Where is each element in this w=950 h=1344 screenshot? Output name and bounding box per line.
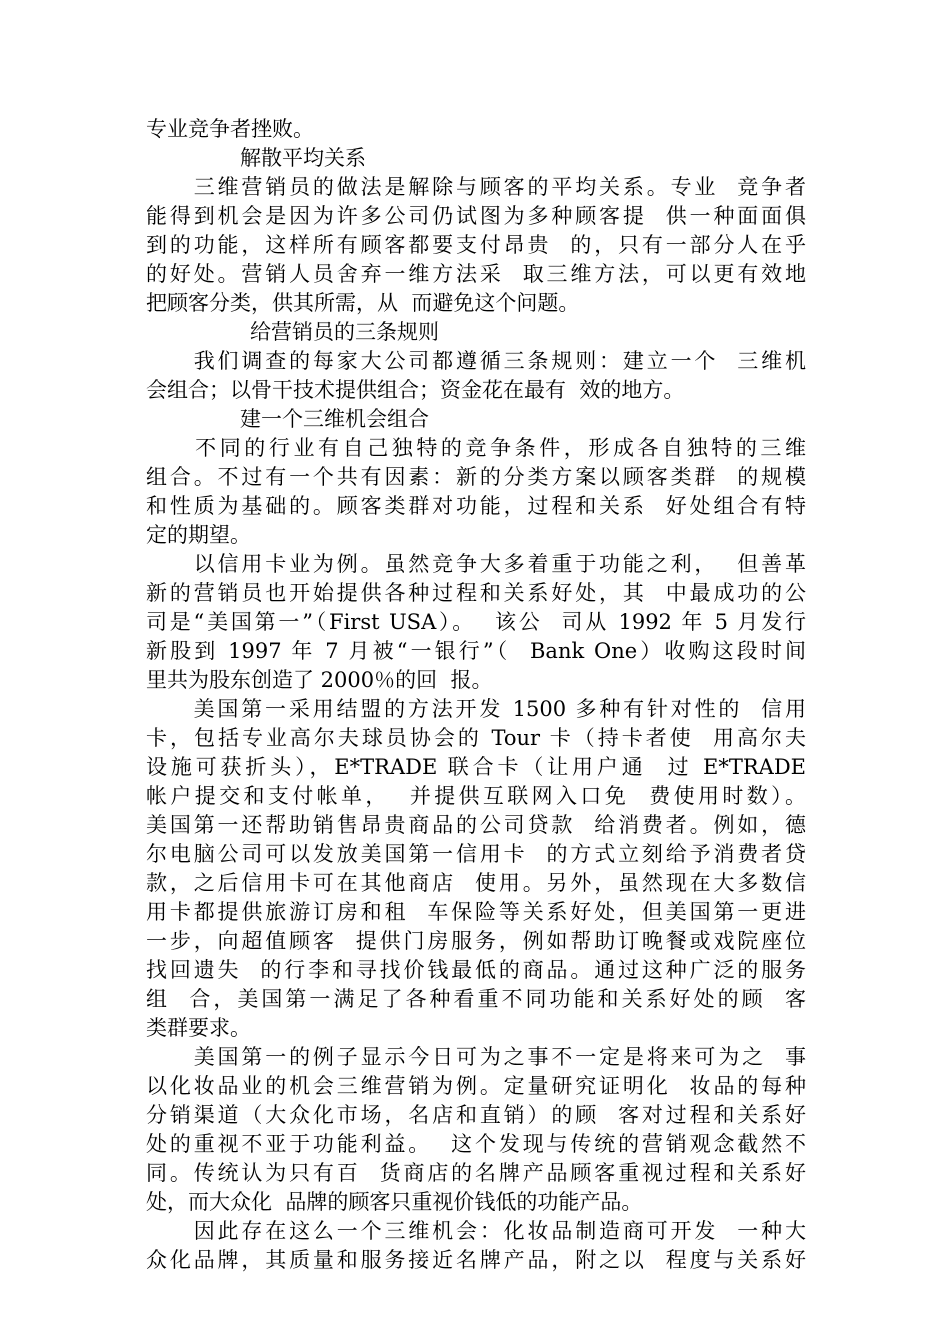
paragraph-line: 同。传统认为只有百 货商店的名牌产品顾客重视过程和关系好 xyxy=(146,1161,806,1185)
paragraph-line: 美国第一采用结盟的方法开发 1500 多种有针对性的 信用 xyxy=(146,697,806,721)
paragraph-line: 因此存在这么一个三维机会：化妆品制造商可开发 一种大 xyxy=(146,1219,806,1243)
paragraph-line: 以信用卡业为例。虽然竞争大多着重于功能之利， 但善革 xyxy=(146,552,806,576)
paragraph-line: 到的功能，这样所有顾客都要支付昂贵 的，只有一部分人在乎 xyxy=(146,233,806,257)
paragraph-line: 美国第一的例子显示今日可为之事不一定是将来可为之 事 xyxy=(146,1045,806,1069)
paragraph-line: 会组合；以骨干技术提供组合；资金花在最有 效的地方。 xyxy=(146,378,685,402)
paragraph-line: 和性质为基础的。顾客类群对功能，过程和关系 好处组合有特 xyxy=(146,494,806,518)
paragraph-line: 以化妆品业的机会三维营销为例。定量研究证明化 妆品的每种 xyxy=(146,1074,806,1098)
paragraph-line: 卡，包括专业高尔夫球员协会的 Tour 卡（持卡者使 用高尔夫 xyxy=(146,726,806,750)
paragraph-line: 处的重视不亚于功能利益。 这个发现与传统的营销观念截然不 xyxy=(146,1132,806,1156)
paragraph-line: 类群要求。 xyxy=(146,1016,251,1040)
paragraph-line: 用卡都提供旅游订房和租 车保险等关系好处，但美国第一更进 xyxy=(146,900,806,924)
paragraph-line: 我们调查的每家大公司都遵循三条规则：建立一个 三维机 xyxy=(146,349,806,373)
document-page xyxy=(146,115,806,1275)
paragraph-line: 三维营销员的做法是解除与顾客的平均关系。专业 竞争者 xyxy=(146,175,806,199)
section-heading: 建一个三维机会组合 xyxy=(240,407,429,431)
paragraph-line: 组 合，美国第一满足了各种看重不同功能和关系好处的顾 客 xyxy=(146,987,806,1011)
section-heading: 给营销员的三条规则 xyxy=(250,320,439,344)
paragraph-line: 能得到机会是因为许多公司仍试图为多种顾客提 供一种面面俱 xyxy=(146,204,806,228)
paragraph-line: 新的营销员也开始提供各种过程和关系好处，其 中最成功的公 xyxy=(146,581,806,605)
paragraph-line: 众化品牌，其质量和服务接近名牌产品，附之以 程度与关系好 xyxy=(146,1248,806,1272)
paragraph-line: 尔电脑公司可以发放美国第一信用卡 的方式立刻给予消费者贷 xyxy=(146,842,806,866)
paragraph-line: 的好处。营销人员舍弃一维方法采 取三维方法，可以更有效地 xyxy=(146,262,806,286)
paragraph-line: 组合。不过有一个共有因素：新的分类方案以顾客类群 的规模 xyxy=(146,465,806,489)
paragraph-line: 美国第一还帮助销售昂贵商品的公司贷款 给消费者。例如，德 xyxy=(146,813,806,837)
paragraph-line: 一步，向超值顾客 提供门房服务，例如帮助订晚餐或戏院座位 xyxy=(146,929,806,953)
paragraph-line: 里共为股东创造了 2000％的回 报。 xyxy=(146,668,493,692)
paragraph-line: 不同的行业有自己独特的竞争条件，形成各自独特的三维 xyxy=(146,436,806,460)
paragraph-line: 分销渠道（大众化市场，名店和直销）的顾 客对过程和关系好 xyxy=(146,1103,806,1127)
paragraph-line: 款，之后信用卡可在其他商店 使用。另外，虽然现在大多数信 xyxy=(146,871,806,895)
paragraph-line: 定的期望。 xyxy=(146,523,251,547)
paragraph-line: 帐户提交和支付帐单， 并提供互联网入口免 费使用时数）。 xyxy=(146,784,806,808)
paragraph-line: 司是“美国第一”（First USA）。 该公 司从 1992 年 5 月发行 xyxy=(146,610,806,634)
paragraph-line: 专业竞争者挫败。 xyxy=(146,117,314,141)
paragraph-line: 处，而大众化 品牌的顾客只重视价钱低的功能产品。 xyxy=(146,1190,643,1214)
paragraph-line: 找回遗失 的行李和寻找价钱最低的商品。通过这种广泛的服务 xyxy=(146,958,806,982)
paragraph-line: 设施可获折头），E*TRADE 联合卡（让用户通 过 E*TRADE xyxy=(146,755,806,779)
paragraph-line: 把顾客分类，供其所需，从 而避免这个问题。 xyxy=(146,291,580,315)
section-heading: 解散平均关系 xyxy=(240,146,366,170)
paragraph-line: 新股到 1997 年 7 月被“一银行”（ Bank One）收购这段时间 xyxy=(146,639,806,663)
